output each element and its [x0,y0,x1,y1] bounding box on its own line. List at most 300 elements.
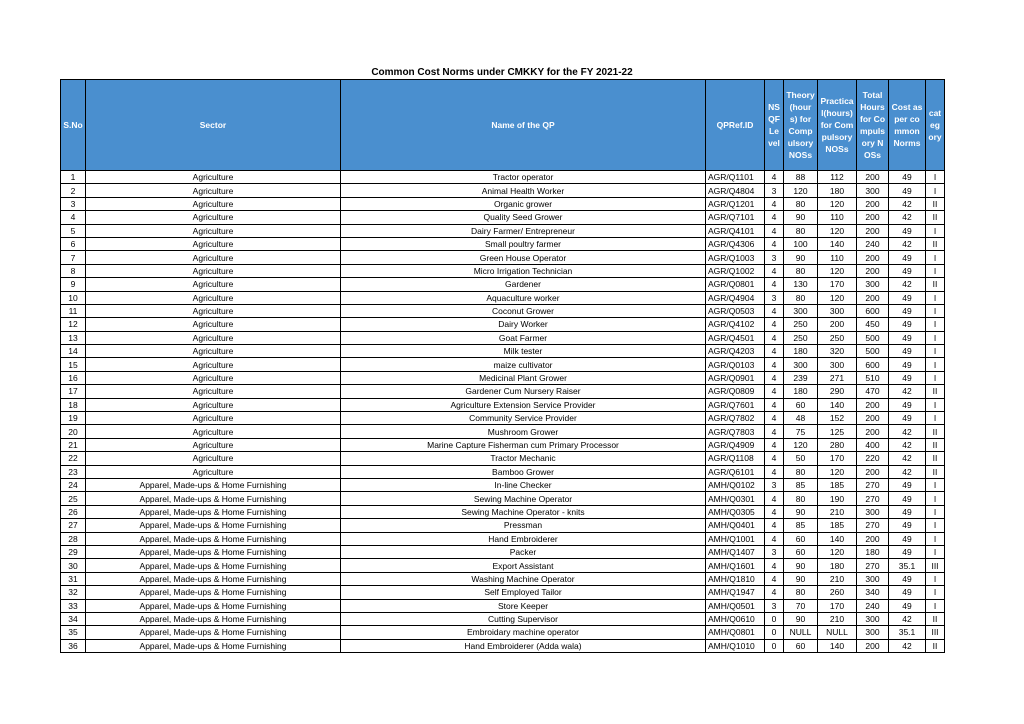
cell-nsqf-level: 4 [765,171,784,184]
table-row [61,612,945,625]
cell-sno: 36 [61,639,86,652]
cell-sno: 31 [61,572,86,585]
table-row [61,358,945,371]
cell-sector: Agriculture [86,291,341,304]
cell-sno: 32 [61,586,86,599]
cell-cost: 49 [889,331,926,344]
cell-sector: Agriculture [86,358,341,371]
cell-theory-hours: 100 [784,237,818,250]
cell-practical-hours: 180 [818,559,857,572]
table-row [61,184,945,197]
cell-category: II [926,465,945,478]
cell-sector: Agriculture [86,452,341,465]
table-row [61,599,945,612]
cell-category: I [926,184,945,197]
cell-category: I [926,291,945,304]
cell-cost: 42 [889,425,926,438]
cell-category: I [926,586,945,599]
cell-theory-hours: 90 [784,559,818,572]
cell-qp-name: Bamboo Grower [341,465,706,478]
cell-sector: Apparel, Made-ups & Home Furnishing [86,586,341,599]
cell-practical-hours: NULL [818,626,857,639]
header-cost-norms: Cost as per common Norms [889,80,926,171]
table-row [61,492,945,505]
cell-cost: 49 [889,371,926,384]
cell-sector: Apparel, Made-ups & Home Furnishing [86,532,341,545]
cell-total-hours: 270 [857,478,889,491]
cell-theory-hours: 250 [784,318,818,331]
table-row [61,211,945,224]
cell-qp-ref: AMH/Q0501 [706,599,765,612]
cell-category: II [926,278,945,291]
cell-qp-ref: AGR/Q1003 [706,251,765,264]
cell-total-hours: 510 [857,371,889,384]
cell-sno: 16 [61,371,86,384]
cell-nsqf-level: 4 [765,398,784,411]
cell-practical-hours: 210 [818,505,857,518]
cell-total-hours: 200 [857,251,889,264]
cell-theory-hours: 120 [784,438,818,451]
table-row [61,264,945,277]
cell-category: II [926,452,945,465]
cell-qp-name: Micro Irrigation Technician [341,264,706,277]
cell-practical-hours: 152 [818,412,857,425]
cell-cost: 49 [889,545,926,558]
cell-total-hours: 470 [857,385,889,398]
table-row [61,626,945,639]
cell-cost: 49 [889,291,926,304]
cell-qp-name: Hand Embroiderer (Adda wala) [341,639,706,652]
cell-nsqf-level: 0 [765,626,784,639]
cell-total-hours: 270 [857,559,889,572]
cell-total-hours: 200 [857,639,889,652]
cell-theory-hours: 180 [784,385,818,398]
cell-nsqf-level: 4 [765,197,784,210]
cell-qp-name: Sewing Machine Operator [341,492,706,505]
cell-theory-hours: 85 [784,519,818,532]
cell-qp-ref: AMH/Q1010 [706,639,765,652]
cell-sector: Apparel, Made-ups & Home Furnishing [86,626,341,639]
cell-practical-hours: 290 [818,385,857,398]
table-body [61,171,945,653]
cell-sector: Agriculture [86,331,341,344]
cell-qp-ref: AGR/Q1108 [706,452,765,465]
cell-nsqf-level: 4 [765,224,784,237]
cell-practical-hours: 120 [818,224,857,237]
cell-practical-hours: 190 [818,492,857,505]
cell-qp-ref: AGR/Q1002 [706,264,765,277]
cell-sno: 35 [61,626,86,639]
cell-nsqf-level: 3 [765,599,784,612]
header-nsqf-level: NSQF Level [765,80,784,171]
cell-qp-ref: AGR/Q0801 [706,278,765,291]
cell-sno: 22 [61,452,86,465]
cell-nsqf-level: 4 [765,211,784,224]
cell-qp-name: Gardener Cum Nursery Raiser [341,385,706,398]
table-row [61,318,945,331]
cell-theory-hours: 85 [784,478,818,491]
cell-theory-hours: 60 [784,532,818,545]
cell-qp-name: Washing Machine Operator [341,572,706,585]
cell-qp-name: Packer [341,545,706,558]
cell-category: I [926,345,945,358]
cell-practical-hours: 120 [818,545,857,558]
cell-theory-hours: 90 [784,572,818,585]
cell-practical-hours: 125 [818,425,857,438]
cell-cost: 49 [889,492,926,505]
cell-cost: 42 [889,438,926,451]
cell-total-hours: 200 [857,211,889,224]
cell-sno: 29 [61,545,86,558]
cell-qp-name: Dairy Worker [341,318,706,331]
cell-qp-ref: AMH/Q1001 [706,532,765,545]
cell-total-hours: 240 [857,237,889,250]
cell-qp-ref: AGR/Q4306 [706,237,765,250]
cell-sector: Agriculture [86,184,341,197]
cell-sector: Apparel, Made-ups & Home Furnishing [86,612,341,625]
cell-total-hours: 500 [857,345,889,358]
cell-qp-name: Green House Operator [341,251,706,264]
cell-sno: 1 [61,171,86,184]
cell-sector: Agriculture [86,425,341,438]
table-row [61,639,945,652]
cell-sector: Agriculture [86,224,341,237]
cell-sno: 9 [61,278,86,291]
cell-practical-hours: 170 [818,599,857,612]
cell-category: I [926,264,945,277]
cell-sno: 33 [61,599,86,612]
header-total-hours: Total Hours for Compulsory NOSs [857,80,889,171]
cell-nsqf-level: 4 [765,331,784,344]
cell-sector: Agriculture [86,398,341,411]
cell-sno: 10 [61,291,86,304]
cell-sno: 6 [61,237,86,250]
cell-sector: Apparel, Made-ups & Home Furnishing [86,478,341,491]
cell-category: III [926,626,945,639]
cell-practical-hours: 120 [818,465,857,478]
cell-nsqf-level: 4 [765,264,784,277]
table-row [61,586,945,599]
cell-practical-hours: 185 [818,478,857,491]
cell-sno: 26 [61,505,86,518]
cell-qp-name: Tractor Mechanic [341,452,706,465]
cell-sno: 15 [61,358,86,371]
cell-qp-ref: AGR/Q4904 [706,291,765,304]
table-row [61,559,945,572]
cell-qp-name: Dairy Farmer/ Entrepreneur [341,224,706,237]
cell-practical-hours: 140 [818,237,857,250]
cell-category: I [926,251,945,264]
table-row [61,278,945,291]
cell-sno: 27 [61,519,86,532]
cell-sector: Agriculture [86,211,341,224]
table-row [61,425,945,438]
cell-sno: 5 [61,224,86,237]
cell-sector: Agriculture [86,412,341,425]
cell-sector: Apparel, Made-ups & Home Furnishing [86,492,341,505]
cell-practical-hours: 280 [818,438,857,451]
header-sno: S.No [61,80,86,171]
cell-qp-ref: AMH/Q0102 [706,478,765,491]
cell-sector: Apparel, Made-ups & Home Furnishing [86,639,341,652]
cell-category: II [926,438,945,451]
cell-cost: 42 [889,211,926,224]
table-row [61,519,945,532]
cell-qp-ref: AGR/Q0901 [706,371,765,384]
cell-qp-ref: AGR/Q4203 [706,345,765,358]
cell-nsqf-level: 3 [765,251,784,264]
table-row [61,197,945,210]
cell-sector: Agriculture [86,318,341,331]
cell-practical-hours: 260 [818,586,857,599]
cell-nsqf-level: 4 [765,425,784,438]
table-row [61,412,945,425]
cell-cost: 49 [889,358,926,371]
cell-qp-name: Cutting Supervisor [341,612,706,625]
cell-cost: 49 [889,412,926,425]
cell-qp-ref: AGR/Q6101 [706,465,765,478]
cell-total-hours: 200 [857,224,889,237]
cell-nsqf-level: 3 [765,478,784,491]
cell-qp-name: Medicinal Plant Grower [341,371,706,384]
cell-qp-ref: AGR/Q1201 [706,197,765,210]
cell-total-hours: 200 [857,412,889,425]
table-row [61,572,945,585]
cell-sno: 14 [61,345,86,358]
cell-cost: 49 [889,586,926,599]
cell-total-hours: 270 [857,492,889,505]
cell-cost: 49 [889,171,926,184]
cell-theory-hours: NULL [784,626,818,639]
cell-cost: 42 [889,612,926,625]
cell-nsqf-level: 4 [765,452,784,465]
cell-practical-hours: 140 [818,532,857,545]
cell-total-hours: 400 [857,438,889,451]
cell-category: I [926,358,945,371]
table-row [61,345,945,358]
cell-nsqf-level: 0 [765,612,784,625]
cell-sector: Apparel, Made-ups & Home Furnishing [86,572,341,585]
cell-category: III [926,559,945,572]
cell-theory-hours: 80 [784,264,818,277]
cell-qp-ref: AMH/Q1947 [706,586,765,599]
cell-sno: 21 [61,438,86,451]
cell-nsqf-level: 3 [765,291,784,304]
cell-practical-hours: 271 [818,371,857,384]
cell-sector: Agriculture [86,251,341,264]
cell-cost: 49 [889,251,926,264]
cell-sno: 4 [61,211,86,224]
cell-category: I [926,171,945,184]
cell-qp-ref: AMH/Q0401 [706,519,765,532]
document-title: Common Cost Norms under CMKKY for the FY 2021-22 [371,67,633,78]
cell-theory-hours: 80 [784,465,818,478]
cell-sno: 25 [61,492,86,505]
cell-qp-ref: AGR/Q1101 [706,171,765,184]
cell-qp-ref: AGR/Q4101 [706,224,765,237]
header-theory-hours: Theory (hours) for Compulsory NOSs [784,80,818,171]
cell-practical-hours: 140 [818,639,857,652]
cell-qp-name: Animal Health Worker [341,184,706,197]
cell-sector: Apparel, Made-ups & Home Furnishing [86,599,341,612]
cell-sector: Agriculture [86,171,341,184]
cell-sector: Apparel, Made-ups & Home Furnishing [86,559,341,572]
cell-sector: Agriculture [86,385,341,398]
cell-qp-name: Gardener [341,278,706,291]
cell-nsqf-level: 4 [765,492,784,505]
table-row [61,251,945,264]
cell-theory-hours: 300 [784,358,818,371]
cell-sno: 30 [61,559,86,572]
cell-practical-hours: 120 [818,264,857,277]
cell-category: I [926,519,945,532]
cell-category: I [926,492,945,505]
table-row [61,331,945,344]
cell-qp-name: Small poultry farmer [341,237,706,250]
cell-qp-name: In-line Checker [341,478,706,491]
cell-qp-name: Export Assistant [341,559,706,572]
cell-sector: Agriculture [86,438,341,451]
cell-qp-ref: AGR/Q7101 [706,211,765,224]
cell-qp-name: Hand Embroiderer [341,532,706,545]
cell-nsqf-level: 4 [765,278,784,291]
cell-cost: 49 [889,532,926,545]
cell-qp-ref: AMH/Q0801 [706,626,765,639]
cell-practical-hours: 140 [818,398,857,411]
cell-theory-hours: 70 [784,599,818,612]
cell-total-hours: 200 [857,425,889,438]
cell-theory-hours: 90 [784,505,818,518]
cell-qp-ref: AMH/Q1407 [706,545,765,558]
cell-qp-ref: AGR/Q4804 [706,184,765,197]
cell-total-hours: 200 [857,532,889,545]
cell-total-hours: 200 [857,197,889,210]
cell-practical-hours: 300 [818,304,857,317]
table-header-row [61,80,945,171]
cell-theory-hours: 50 [784,452,818,465]
cell-qp-ref: AGR/Q7802 [706,412,765,425]
cell-total-hours: 300 [857,626,889,639]
cell-nsqf-level: 4 [765,304,784,317]
cell-qp-name: maize cultivator [341,358,706,371]
cell-nsqf-level: 4 [765,559,784,572]
cell-total-hours: 200 [857,398,889,411]
cell-total-hours: 270 [857,519,889,532]
cell-total-hours: 200 [857,465,889,478]
cell-qp-ref: AGR/Q4501 [706,331,765,344]
cell-theory-hours: 90 [784,211,818,224]
cell-practical-hours: 170 [818,452,857,465]
cell-total-hours: 600 [857,304,889,317]
cell-theory-hours: 130 [784,278,818,291]
table-row [61,438,945,451]
cell-qp-name: Coconut Grower [341,304,706,317]
table-row [61,371,945,384]
cell-theory-hours: 80 [784,586,818,599]
cell-cost: 42 [889,237,926,250]
cell-qp-name: Milk tester [341,345,706,358]
cell-nsqf-level: 4 [765,237,784,250]
cell-category: II [926,385,945,398]
cell-theory-hours: 88 [784,171,818,184]
cell-practical-hours: 250 [818,331,857,344]
cell-nsqf-level: 4 [765,318,784,331]
cell-nsqf-level: 3 [765,545,784,558]
cell-category: I [926,478,945,491]
cell-cost: 42 [889,639,926,652]
cell-cost: 42 [889,452,926,465]
cell-nsqf-level: 4 [765,371,784,384]
cell-category: I [926,371,945,384]
cell-cost: 35.1 [889,559,926,572]
cell-category: I [926,304,945,317]
cell-cost: 35.1 [889,626,926,639]
table-row [61,532,945,545]
cell-practical-hours: 120 [818,197,857,210]
cell-sector: Apparel, Made-ups & Home Furnishing [86,505,341,518]
cell-category: II [926,425,945,438]
cell-sector: Agriculture [86,278,341,291]
cell-qp-ref: AGR/Q0503 [706,304,765,317]
cell-theory-hours: 300 [784,304,818,317]
cell-qp-ref: AGR/Q7601 [706,398,765,411]
cell-qp-name: Store Keeper [341,599,706,612]
cell-practical-hours: 210 [818,572,857,585]
cell-nsqf-level: 4 [765,532,784,545]
cell-cost: 49 [889,519,926,532]
cell-qp-name: Sewing Machine Operator - knits [341,505,706,518]
cell-theory-hours: 250 [784,331,818,344]
cell-qp-ref: AGR/Q0809 [706,385,765,398]
cell-theory-hours: 80 [784,291,818,304]
cell-nsqf-level: 0 [765,639,784,652]
cell-theory-hours: 90 [784,612,818,625]
cell-total-hours: 240 [857,599,889,612]
cell-cost: 49 [889,398,926,411]
cell-category: II [926,197,945,210]
cell-total-hours: 200 [857,264,889,277]
table-row [61,452,945,465]
cell-sno: 19 [61,412,86,425]
header-qp-name: Name of the QP [341,80,706,171]
cell-practical-hours: 185 [818,519,857,532]
cell-theory-hours: 180 [784,345,818,358]
cell-sector: Agriculture [86,264,341,277]
cell-category: I [926,331,945,344]
cell-category: I [926,545,945,558]
cell-category: II [926,639,945,652]
cell-total-hours: 220 [857,452,889,465]
cell-qp-name: Tractor operator [341,171,706,184]
cell-cost: 49 [889,184,926,197]
cell-category: I [926,318,945,331]
cell-theory-hours: 80 [784,492,818,505]
cell-qp-ref: AGR/Q0103 [706,358,765,371]
cell-theory-hours: 80 [784,224,818,237]
table-row [61,385,945,398]
cell-qp-ref: AGR/Q4909 [706,438,765,451]
cell-nsqf-level: 4 [765,412,784,425]
header-practical-hours: Practical(hours) for Compulsory NOSs [818,80,857,171]
cell-cost: 42 [889,385,926,398]
cell-qp-name: Agriculture Extension Service Provider [341,398,706,411]
cell-nsqf-level: 4 [765,572,784,585]
cell-qp-ref: AMH/Q0610 [706,612,765,625]
cell-sno: 3 [61,197,86,210]
cell-nsqf-level: 4 [765,519,784,532]
cell-sno: 13 [61,331,86,344]
cell-qp-name: Goat Farmer [341,331,706,344]
